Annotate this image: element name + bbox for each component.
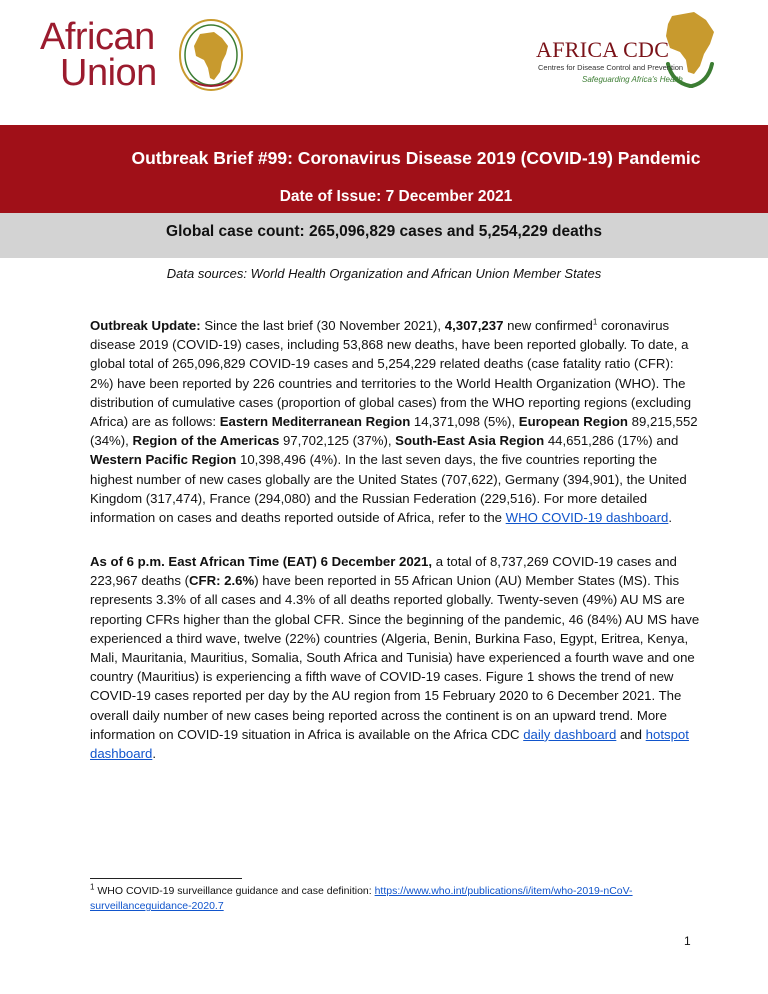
cdc-logo-tagline: Safeguarding Africa's Health bbox=[582, 75, 683, 84]
region-name: South-East Asia Region bbox=[395, 433, 545, 449]
outbreak-update-label: Outbreak Update: bbox=[90, 318, 201, 333]
issue-date: Date of Issue: 7 December 2021 bbox=[279, 188, 513, 205]
africa-situation-paragraph bbox=[90, 552, 700, 763]
brief-title: Outbreak Brief #99: Coronavirus Disease 2019 (COVID-19) Pandemic bbox=[131, 148, 701, 168]
text-run: new confirmed bbox=[503, 318, 593, 333]
text-run: a total of 8,737,269 COVID-19 cases and 223,967 deaths ( bbox=[90, 554, 677, 589]
au-emblem-icon bbox=[178, 18, 244, 92]
footnote-divider bbox=[90, 878, 242, 879]
region-value: 44,651,286 (17%) and bbox=[544, 433, 679, 449]
who-guidance-link[interactable]: https://www.who.int/publications/i/item/who-2019-nCoV-surveillanceguidance-2020.7 bbox=[90, 885, 633, 912]
region-value: 89,215,552 (34%), bbox=[90, 414, 698, 449]
global-case-count: Global case count: 265,096,829 cases and 5,254,229 deaths bbox=[166, 223, 602, 240]
cfr-value: CFR: 2.6% bbox=[188, 573, 255, 589]
region-name: Eastern Mediterranean Region bbox=[219, 414, 411, 430]
footnote-ref: 1 bbox=[592, 317, 598, 327]
region-value: 10,398,496 (4%). In the last seven days, the five countries reporting the highest number of new cases globally are the United States (707,622), Germany (394,901), the United Kingdom (317,474), France (294,080) and the Russian Federation (229,516). For more detailed information on cases and deaths reported outside of Africa, refer to the bbox=[90, 452, 687, 526]
page-number: 1 bbox=[684, 934, 691, 948]
au-logo-text-line2: Union bbox=[60, 52, 157, 94]
text-run: . bbox=[668, 510, 673, 526]
africa-cdc-logo bbox=[530, 10, 740, 92]
text-run: and bbox=[616, 726, 646, 742]
outbreak-update-paragraph bbox=[90, 316, 700, 527]
text-run: coronavirus disease 2019 (COVID-19) cases, including 53,868 new deaths, have been reported globally. To date, a global total of 265,096,829 COVID-19 cases and 5,254,229 related deaths (case fatality ratio (CFR): 2%) have been reported by 226 countries and territories to the World Health Organization (WHO). The distribution of cumulative cases (proportion of global cases) from the WHO reporting regions (excluding Africa) are as follows: bbox=[90, 318, 692, 430]
region-name: Western Pacific Region bbox=[90, 452, 237, 468]
footnote bbox=[90, 884, 690, 914]
region-value: 14,371,098 (5%), bbox=[410, 414, 519, 430]
daily-dashboard-link[interactable]: daily dashboard bbox=[523, 726, 617, 742]
hotspot-dashboard-link[interactable]: hotspot dashboard bbox=[90, 726, 689, 762]
cdc-logo-subtitle: Centres for Disease Control and Prevention bbox=[538, 63, 684, 72]
data-sources: Data sources: World Health Organization and African Union Member States bbox=[166, 266, 602, 281]
text-run: Since the last brief (30 November 2021), bbox=[200, 318, 445, 333]
cdc-logo-title: AFRICA CDC bbox=[536, 37, 670, 62]
au-logo-text-line1: African bbox=[40, 16, 155, 58]
as-of-date-label: As of 6 p.m. East African Time (EAT) 6 December 2021, bbox=[90, 554, 433, 569]
region-name: Region of the Americas bbox=[132, 433, 280, 449]
footnote-text: WHO COVID-19 surveillance guidance and case definition: bbox=[94, 885, 375, 897]
text-run: . bbox=[152, 746, 156, 762]
footnote-number: 1 bbox=[90, 882, 95, 892]
region-name: European Region bbox=[518, 414, 628, 430]
new-cases-count: 4,307,237 bbox=[444, 318, 504, 333]
african-union-logo bbox=[40, 14, 240, 94]
region-value: 97,702,125 (37%), bbox=[279, 433, 396, 449]
who-dashboard-link[interactable]: WHO COVID-19 dashboard bbox=[505, 510, 669, 526]
text-run: ) have been reported in 55 African Union (AU) Member States (MS). This represents 3.3% of all cases and 4.3% of all deaths reported globally. Twenty-seven (49%) AU MS are reporting CFRs higher than the global CFR. Since the beginning of the pandemic, 46 (84%) AU MS have experienced a third wave, twelve (22%) countries (Algeria, Benin, Burkina Faso, Egypt, Eritrea, Kenya, Mali, Mauritania, Mauritius, Somalia, South Africa and Tunisia) have experienced a fourth wave and one country (Mauritius) is experiencing a fifth wave of COVID-19 cases. Figure 1 shows the trend of new COVID-19 cases reported per day by the AU region from 15 February 2020 to 6 December 2021. The overall daily number of new cases being reported across the continent is on an upward trend. More information on COVID-19 situation in Africa is available on the Africa CDC bbox=[90, 573, 700, 742]
